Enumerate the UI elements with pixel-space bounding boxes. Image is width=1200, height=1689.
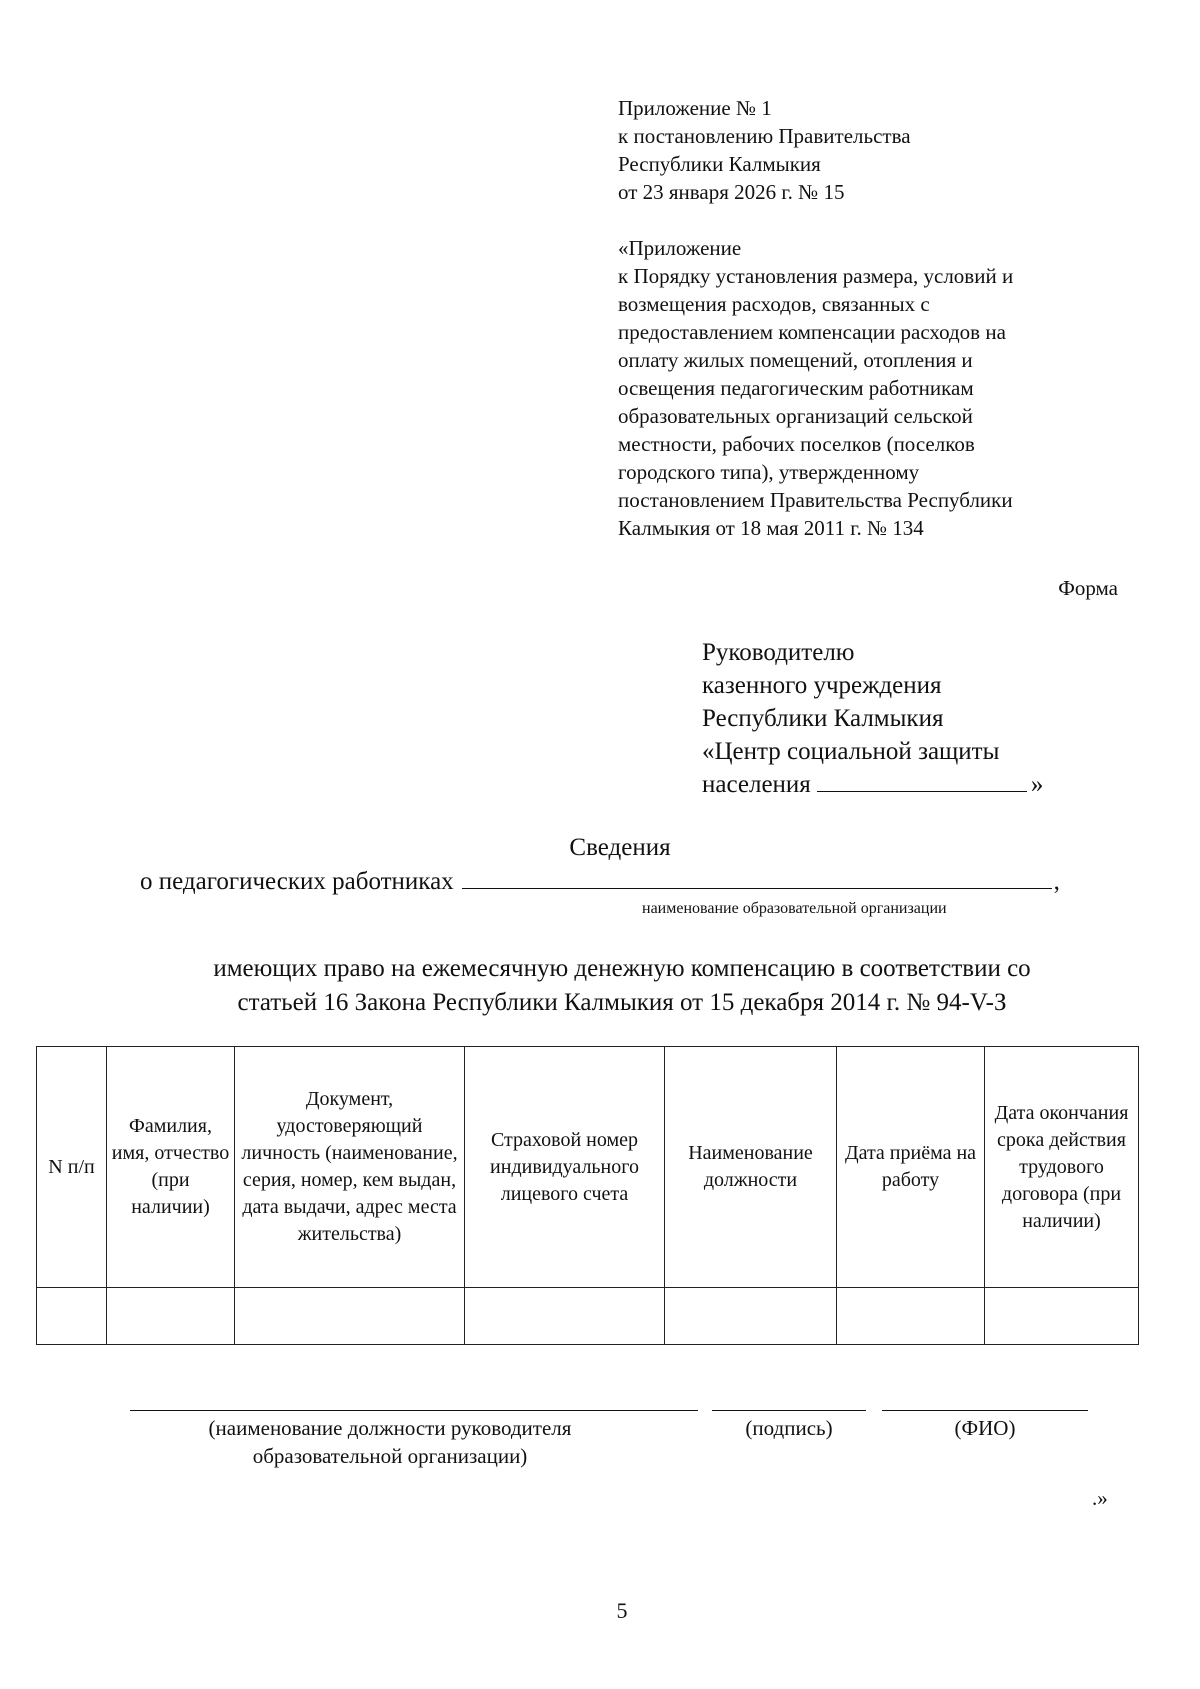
order-line: постановлением Правительства Республики [618,488,1013,512]
header-identity-document: Документ, удостоверяющий личность (наименование, серия, номер, кем выдан, дата выдачи, адрес места жительства) [235,1047,465,1288]
document-title: Сведения [569,834,671,861]
table-cell[interactable] [665,1288,837,1345]
addressee-line: «Центр социальной защиты [702,738,1000,765]
page-number: 5 [616,1598,628,1623]
signature-caption: (подпись) [745,1416,833,1440]
closing-quote-mark: .» [1092,1486,1108,1510]
full-name-caption: (ФИО) [954,1416,1016,1440]
rights-line: статьей 16 Закона Республики Калмыкия от 15 декабря 2014 г. № 94-V-З [237,989,1007,1016]
about-suffix: , [1053,868,1060,895]
organization-name-blank[interactable] [462,866,1052,889]
addressee-line: казенного учреждения [702,672,942,699]
order-line: предоставлением компенсации расходов на [618,320,1006,344]
order-line: образовательных организаций сельской [618,404,973,428]
addressee-last-prefix: населения [702,771,811,798]
table-header-row [37,1047,1139,1288]
position-caption [130,1414,650,1470]
table-cell[interactable] [985,1288,1139,1345]
appendix-reference [618,94,911,206]
addressee-last-suffix: » [1030,771,1044,798]
table-cell[interactable] [465,1288,665,1345]
header-hire-date: Дата приёма на работу [837,1047,985,1288]
rights-statement [0,952,1200,1020]
table-row [37,1288,1139,1345]
addressee-line: Республики Калмыкия [702,705,944,732]
appendix-line: Приложение № 1 [618,96,772,120]
header-contract-end-date: Дата окончания срока действия трудового договора (при наличии) [985,1047,1139,1288]
form-label: Форма [1058,576,1118,600]
appendix-line: Республики Калмыкия [618,152,821,176]
table-cell[interactable] [235,1288,465,1345]
about-line [140,866,1060,896]
organization-blank-caption: наименование образовательной организации [642,900,947,917]
order-line: к Порядку установления размера, условий и [618,264,1014,288]
position-caption-line: (наименование должности руководителя [208,1416,572,1440]
header-position: Наименование должности [665,1047,837,1288]
rights-line: имеющих право на ежемесячную денежную компенсацию в соответствии со [213,955,1031,982]
position-caption-line: образовательной организации) [252,1444,528,1468]
about-prefix: о педагогических работниках [140,868,454,895]
table-cell[interactable] [837,1288,985,1345]
order-appendix-reference [618,234,1013,542]
table-cell[interactable] [107,1288,235,1345]
table-cell[interactable] [37,1288,107,1345]
header-number: N п/п [37,1047,107,1288]
order-line: «Приложение [618,236,742,260]
appendix-line: к постановлению Правительства [618,124,911,148]
full-name-signature-line[interactable] [882,1410,1088,1411]
addressee-line: Руководителю [702,639,855,666]
addressee-last-line [702,768,1043,801]
signature-line[interactable] [712,1410,866,1411]
position-signature-line[interactable] [130,1410,698,1411]
order-line: городского типа), утвержденному [618,460,920,484]
order-line: возмещения расходов, связанных с [618,292,930,316]
order-line: освещения педагогическим работникам [618,376,974,400]
appendix-line: от 23 января 2026 г. № 15 [618,180,845,204]
order-line: оплату жилых помещений, отопления и [618,348,973,372]
addressee-block [702,636,1043,801]
center-name-blank[interactable] [817,769,1027,792]
header-full-name: Фамилия, имя, отчество (при наличии) [107,1047,235,1288]
employees-table [36,1046,1139,1345]
order-line: Калмыкия от 18 мая 2011 г. № 134 [618,516,924,540]
order-line: местности, рабочих поселков (поселков [618,432,975,456]
header-insurance-number: Страховой номер индивидуального лицевого счета [465,1047,665,1288]
